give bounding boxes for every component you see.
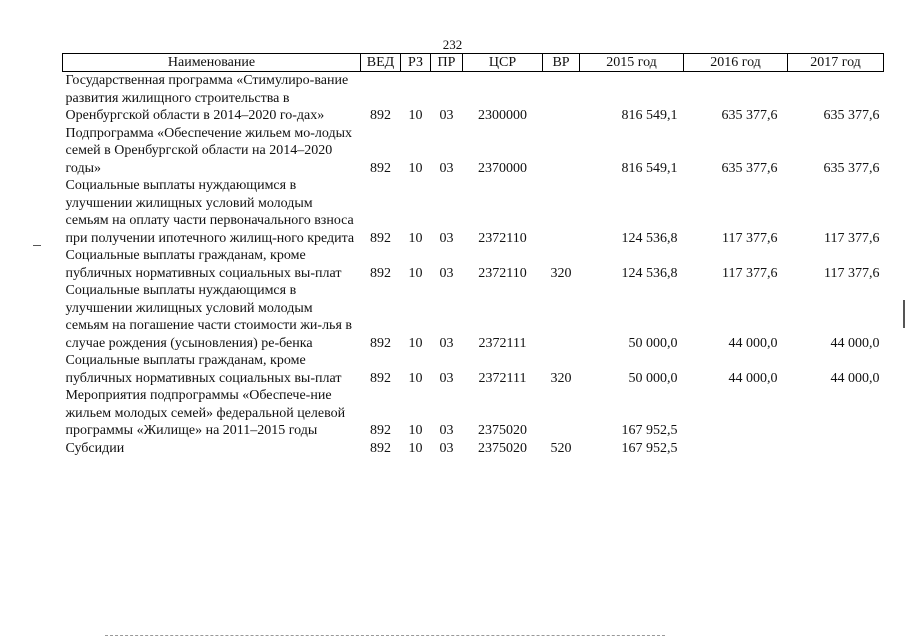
row-pr: 03: [439, 370, 454, 386]
row-rz: 10: [408, 423, 423, 438]
row-ved: 892: [370, 230, 391, 246]
row-2015: 816 549,1: [621, 108, 678, 123]
row-rz: 10: [408, 160, 423, 176]
row-2015: 124 536,8: [621, 265, 678, 281]
row-ved: 892: [370, 160, 391, 176]
row-name: Социальные выплаты гражданам, кроме публичных нормативных социальных вы-плат: [65, 248, 342, 281]
table-row: [63, 247, 884, 282]
row-name: Мероприятия подпрограммы «Обеспече-ние жильем молодых семей» федеральной целевой программы «Жилище» на 2011–2015 годы: [65, 388, 346, 438]
row-csr: 2370000: [478, 160, 527, 176]
row-2017: 635 377,6: [823, 160, 880, 176]
row-pr: 03: [439, 265, 454, 281]
header-2017: 2017 год: [788, 54, 884, 72]
row-csr: 2372110: [478, 265, 527, 281]
row-2015: 816 549,1: [621, 160, 678, 176]
row-name: Социальные выплаты нуждающимся в улучшении жилищных условий молодым семьям на погашение части стоимости жи-лья в случае рождения (усыновления) ре-бенка: [65, 283, 352, 351]
row-2015: 50 000,0: [628, 335, 678, 351]
table-row: [63, 177, 884, 247]
row-vr: [543, 125, 580, 178]
header-rz: РЗ: [401, 54, 431, 72]
table-row: [63, 440, 884, 458]
row-ved: 892: [370, 440, 391, 456]
row-2016: 117 377,6: [722, 230, 778, 246]
row-csr: 2372111: [478, 335, 527, 351]
row-2017: 117 377,6: [824, 230, 880, 246]
row-pr: 03: [439, 335, 454, 351]
scan-margin-mark: [33, 245, 41, 246]
header-vr: ВР: [543, 54, 580, 72]
table-row: [63, 352, 884, 387]
row-2017: 635 377,6: [823, 108, 880, 123]
row-2017: 44 000,0: [830, 335, 880, 351]
row-vr: [543, 282, 580, 352]
row-name: Социальные выплаты нуждающимся в улучшении жилищных условий молодым семьям на оплату части первоначального взноса при получении ипотечного жилищ-ного кредита: [65, 178, 355, 246]
header-ved: ВЕД: [361, 54, 401, 72]
table-row: [63, 387, 884, 440]
row-csr: 2300000: [478, 108, 527, 123]
row-rz: 10: [408, 108, 423, 123]
row-2015: 167 952,5: [621, 440, 678, 456]
row-name: Социальные выплаты гражданам, кроме публичных нормативных социальных вы-плат: [65, 353, 342, 386]
row-csr: 2375020: [478, 440, 527, 456]
row-pr: 03: [439, 160, 454, 176]
row-ved: 892: [370, 370, 391, 386]
header-csr: ЦСР: [463, 54, 543, 72]
row-rz: 10: [408, 265, 423, 281]
row-vr: [543, 177, 580, 247]
row-2016: 44 000,0: [728, 335, 778, 351]
row-rz: 10: [408, 335, 423, 351]
row-rz: 10: [408, 230, 423, 246]
row-vr: [543, 387, 580, 440]
row-name: Государственная программа «Стимулиро-вание развития жилищного строительства в Оренбургской области в 2014–2020 го-дах»: [65, 73, 349, 123]
row-2017: [788, 440, 884, 458]
header-2015: 2015 год: [580, 54, 684, 72]
row-ved: 892: [370, 265, 391, 281]
row-2017: 117 377,6: [824, 265, 880, 281]
row-2015: 124 536,8: [621, 230, 678, 246]
table-row: [63, 72, 884, 125]
table-header-row: [63, 54, 884, 72]
row-ved: 892: [370, 108, 391, 123]
row-ved: 892: [370, 423, 391, 438]
row-pr: 03: [439, 440, 454, 456]
row-name: Подпрограмма «Обеспечение жильем мо-лодых семей в Оренбургской области на 2014–2020 годы»: [65, 125, 352, 176]
table-row: [63, 125, 884, 178]
row-vr: [543, 72, 580, 125]
row-csr: 2372110: [478, 230, 527, 246]
row-2016: 44 000,0: [728, 370, 778, 386]
row-rz: 10: [408, 440, 423, 456]
row-ved: 892: [370, 335, 391, 351]
header-pr: ПР: [431, 54, 463, 72]
page-number: 232: [442, 37, 463, 52]
row-csr: 2372111: [478, 370, 527, 386]
row-rz: 10: [408, 370, 423, 386]
row-2015: 167 952,5: [621, 423, 678, 438]
row-vr: 520: [550, 440, 572, 456]
row-2016: [684, 387, 788, 440]
row-2016: 635 377,6: [721, 108, 778, 123]
row-pr: 03: [439, 230, 454, 246]
row-2016: 117 377,6: [722, 265, 778, 281]
row-2016: 635 377,6: [721, 160, 778, 176]
row-2017: [788, 387, 884, 440]
row-2017: 44 000,0: [830, 370, 880, 386]
row-name: Субсидии: [65, 440, 125, 456]
budget-table: [62, 53, 884, 457]
row-pr: 03: [439, 423, 454, 438]
row-vr: 320: [550, 370, 572, 386]
row-2016: [684, 440, 788, 458]
table-row: [63, 282, 884, 352]
header-name: Наименование: [63, 54, 361, 72]
header-2016: 2016 год: [684, 54, 788, 72]
row-csr: 2375020: [478, 423, 527, 438]
scan-bottom-line: [105, 635, 665, 636]
row-2015: 50 000,0: [628, 370, 678, 386]
row-vr: 320: [550, 265, 572, 281]
row-pr: 03: [439, 108, 454, 123]
